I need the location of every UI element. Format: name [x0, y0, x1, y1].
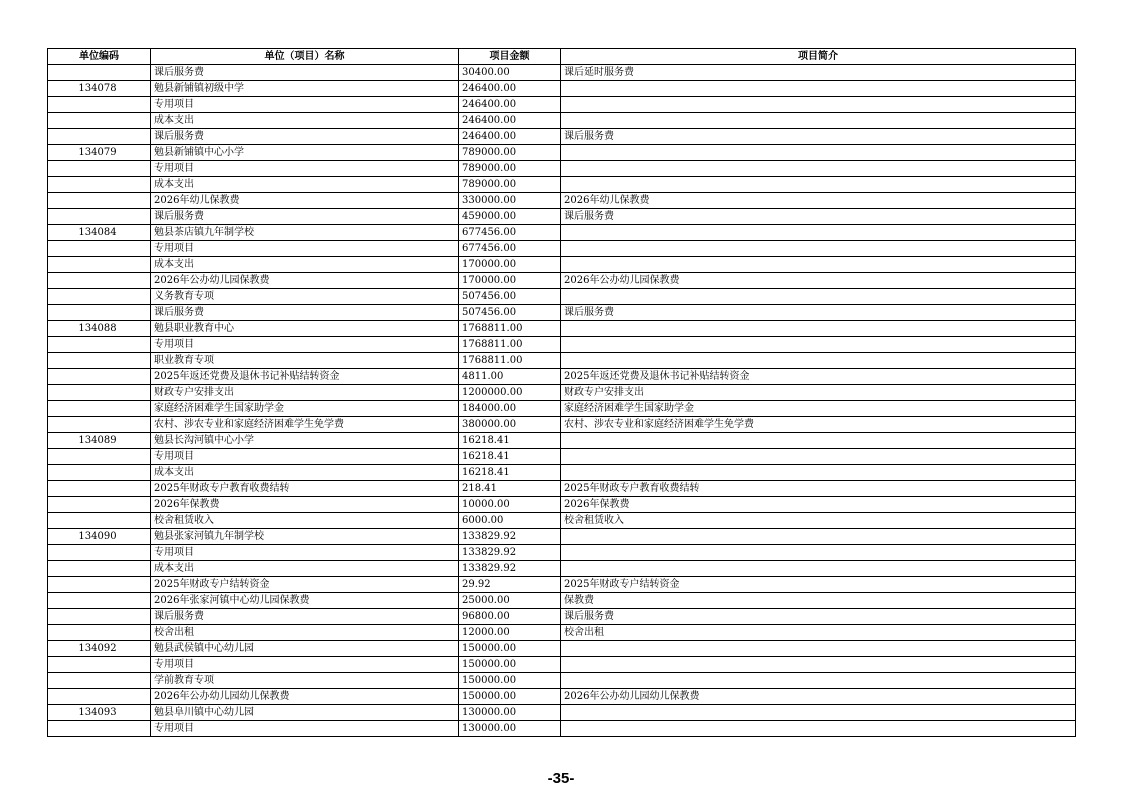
description-cell — [561, 657, 1076, 673]
unit-name-cell: 2025年返还党费及退休书记补贴结转资金 — [151, 369, 459, 385]
description-cell: 课后服务费 — [561, 609, 1076, 625]
table-row — [48, 449, 1076, 465]
table-row — [48, 609, 1076, 625]
unit-code-cell — [48, 305, 151, 321]
description-cell: 课后服务费 — [561, 305, 1076, 321]
description-cell: 课后服务费 — [561, 209, 1076, 225]
table-row — [48, 385, 1076, 401]
unit-name-cell: 学前教育专项 — [151, 673, 459, 689]
description-cell — [561, 673, 1076, 689]
unit-code-cell — [48, 129, 151, 145]
amount-cell: 246400.00 — [459, 81, 561, 97]
description-cell — [561, 641, 1076, 657]
unit-code-cell — [48, 497, 151, 513]
amount-cell: 133829.92 — [459, 545, 561, 561]
table-row — [48, 545, 1076, 561]
table-row — [48, 97, 1076, 113]
amount-cell: 380000.00 — [459, 417, 561, 433]
description-cell: 保教费 — [561, 593, 1076, 609]
description-cell — [561, 561, 1076, 577]
description-cell: 2025年财政专户结转资金 — [561, 577, 1076, 593]
table-row — [48, 241, 1076, 257]
unit-name-cell: 职业教育专项 — [151, 353, 459, 369]
description-cell: 2025年返还党费及退休书记补贴结转资金 — [561, 369, 1076, 385]
amount-cell: 789000.00 — [459, 177, 561, 193]
table-row — [48, 81, 1076, 97]
unit-code-cell: 134092 — [48, 641, 151, 657]
table-row — [48, 145, 1076, 161]
table-row — [48, 417, 1076, 433]
unit-name-cell: 财政专户安排支出 — [151, 385, 459, 401]
description-cell — [561, 97, 1076, 113]
description-cell — [561, 81, 1076, 97]
amount-cell: 30400.00 — [459, 65, 561, 81]
unit-code-cell — [48, 401, 151, 417]
header-description: 项目简介 — [561, 49, 1076, 65]
amount-cell: 507456.00 — [459, 305, 561, 321]
unit-code-cell — [48, 353, 151, 369]
amount-cell: 96800.00 — [459, 609, 561, 625]
unit-code-cell — [48, 561, 151, 577]
table-row — [48, 625, 1076, 641]
unit-code-cell — [48, 193, 151, 209]
unit-code-cell — [48, 449, 151, 465]
table-row — [48, 129, 1076, 145]
unit-code-cell — [48, 337, 151, 353]
amount-cell: 246400.00 — [459, 113, 561, 129]
unit-code-cell — [48, 209, 151, 225]
unit-name-cell: 农村、涉农专业和家庭经济困难学生免学费 — [151, 417, 459, 433]
unit-name-cell: 勉县张家河镇九年制学校 — [151, 529, 459, 545]
amount-cell: 130000.00 — [459, 721, 561, 737]
unit-name-cell: 2025年财政专户结转资金 — [151, 577, 459, 593]
unit-name-cell: 课后服务费 — [151, 65, 459, 81]
unit-name-cell: 2026年公办幼儿园保教费 — [151, 273, 459, 289]
unit-name-cell: 勉县新铺镇初级中学 — [151, 81, 459, 97]
unit-name-cell: 勉县长沟河镇中心小学 — [151, 433, 459, 449]
table-row — [48, 513, 1076, 529]
unit-name-cell: 勉县新铺镇中心小学 — [151, 145, 459, 161]
amount-cell: 184000.00 — [459, 401, 561, 417]
unit-code-cell — [48, 417, 151, 433]
amount-cell: 130000.00 — [459, 705, 561, 721]
amount-cell: 10000.00 — [459, 497, 561, 513]
table-row — [48, 641, 1076, 657]
unit-code-cell: 134088 — [48, 321, 151, 337]
unit-name-cell: 勉县武侯镇中心幼儿园 — [151, 641, 459, 657]
amount-cell: 16218.41 — [459, 465, 561, 481]
description-cell: 2026年公办幼儿园保教费 — [561, 273, 1076, 289]
amount-cell: 29.92 — [459, 577, 561, 593]
amount-cell: 150000.00 — [459, 657, 561, 673]
amount-cell: 507456.00 — [459, 289, 561, 305]
description-cell: 2026年幼儿保教费 — [561, 193, 1076, 209]
table-row — [48, 561, 1076, 577]
description-cell: 课后延时服务费 — [561, 65, 1076, 81]
unit-code-cell — [48, 545, 151, 561]
unit-code-cell — [48, 289, 151, 305]
amount-cell: 150000.00 — [459, 641, 561, 657]
header-amount: 项目金额 — [459, 49, 561, 65]
unit-code-cell — [48, 481, 151, 497]
header-unit-name: 单位（项目）名称 — [151, 49, 459, 65]
amount-cell: 1768811.00 — [459, 321, 561, 337]
unit-name-cell: 义务教育专项 — [151, 289, 459, 305]
table-row — [48, 65, 1076, 81]
unit-name-cell: 专用项目 — [151, 337, 459, 353]
table-row — [48, 705, 1076, 721]
description-cell: 2026年公办幼儿园幼儿保教费 — [561, 689, 1076, 705]
amount-cell: 150000.00 — [459, 689, 561, 705]
table-row — [48, 273, 1076, 289]
description-cell — [561, 289, 1076, 305]
description-cell — [561, 225, 1076, 241]
unit-code-cell — [48, 689, 151, 705]
unit-name-cell: 2025年财政专户教育收费结转 — [151, 481, 459, 497]
unit-code-cell — [48, 177, 151, 193]
unit-code-cell: 134093 — [48, 705, 151, 721]
unit-code-cell: 134090 — [48, 529, 151, 545]
description-cell — [561, 113, 1076, 129]
unit-code-cell: 134084 — [48, 225, 151, 241]
description-cell — [561, 177, 1076, 193]
budget-table — [47, 48, 1076, 737]
unit-name-cell: 专用项目 — [151, 449, 459, 465]
unit-code-cell — [48, 609, 151, 625]
amount-cell: 246400.00 — [459, 97, 561, 113]
description-cell — [561, 545, 1076, 561]
unit-name-cell: 专用项目 — [151, 657, 459, 673]
unit-name-cell: 校舍出租 — [151, 625, 459, 641]
description-cell — [561, 529, 1076, 545]
description-cell: 校舍租赁收入 — [561, 513, 1076, 529]
table-row — [48, 161, 1076, 177]
description-cell — [561, 321, 1076, 337]
amount-cell: 789000.00 — [459, 145, 561, 161]
unit-name-cell: 课后服务费 — [151, 305, 459, 321]
unit-code-cell — [48, 241, 151, 257]
description-cell — [561, 721, 1076, 737]
unit-name-cell: 2026年张家河镇中心幼儿园保教费 — [151, 593, 459, 609]
amount-cell: 1768811.00 — [459, 337, 561, 353]
unit-code-cell — [48, 161, 151, 177]
description-cell: 2026年保教费 — [561, 497, 1076, 513]
unit-name-cell: 专用项目 — [151, 97, 459, 113]
table-row — [48, 721, 1076, 737]
unit-code-cell — [48, 625, 151, 641]
unit-name-cell: 成本支出 — [151, 465, 459, 481]
description-cell — [561, 145, 1076, 161]
unit-code-cell — [48, 97, 151, 113]
amount-cell: 459000.00 — [459, 209, 561, 225]
unit-name-cell: 勉县茶店镇九年制学校 — [151, 225, 459, 241]
unit-name-cell: 成本支出 — [151, 113, 459, 129]
unit-name-cell: 专用项目 — [151, 545, 459, 561]
unit-code-cell: 134089 — [48, 433, 151, 449]
amount-cell: 150000.00 — [459, 673, 561, 689]
unit-name-cell: 专用项目 — [151, 721, 459, 737]
unit-name-cell: 勉县阜川镇中心幼儿园 — [151, 705, 459, 721]
amount-cell: 16218.41 — [459, 433, 561, 449]
unit-name-cell: 专用项目 — [151, 161, 459, 177]
table-row — [48, 305, 1076, 321]
table-row — [48, 465, 1076, 481]
unit-code-cell — [48, 273, 151, 289]
amount-cell: 25000.00 — [459, 593, 561, 609]
description-cell: 财政专户安排支出 — [561, 385, 1076, 401]
page-number: -35- — [547, 770, 575, 787]
table-row — [48, 497, 1076, 513]
table-row — [48, 321, 1076, 337]
table-row — [48, 337, 1076, 353]
table-row — [48, 529, 1076, 545]
amount-cell: 170000.00 — [459, 257, 561, 273]
table-row — [48, 289, 1076, 305]
table-row — [48, 257, 1076, 273]
unit-code-cell — [48, 113, 151, 129]
unit-name-cell: 成本支出 — [151, 177, 459, 193]
header-row — [48, 49, 1076, 65]
unit-name-cell: 家庭经济困难学生国家助学金 — [151, 401, 459, 417]
unit-code-cell — [48, 593, 151, 609]
table-row — [48, 433, 1076, 449]
amount-cell: 6000.00 — [459, 513, 561, 529]
description-cell: 校舍出租 — [561, 625, 1076, 641]
table-row — [48, 657, 1076, 673]
unit-code-cell — [48, 673, 151, 689]
amount-cell: 4811.00 — [459, 369, 561, 385]
description-cell: 农村、涉农专业和家庭经济困难学生免学费 — [561, 417, 1076, 433]
table-row — [48, 225, 1076, 241]
amount-cell: 133829.92 — [459, 561, 561, 577]
amount-cell: 789000.00 — [459, 161, 561, 177]
description-cell: 课后服务费 — [561, 129, 1076, 145]
amount-cell: 170000.00 — [459, 273, 561, 289]
table-row — [48, 689, 1076, 705]
unit-code-cell — [48, 369, 151, 385]
unit-name-cell: 成本支出 — [151, 257, 459, 273]
amount-cell: 677456.00 — [459, 225, 561, 241]
unit-name-cell: 校舍租赁收入 — [151, 513, 459, 529]
unit-code-cell: 134079 — [48, 145, 151, 161]
table-row — [48, 193, 1076, 209]
unit-code-cell — [48, 577, 151, 593]
amount-cell: 1200000.00 — [459, 385, 561, 401]
amount-cell: 12000.00 — [459, 625, 561, 641]
description-cell — [561, 465, 1076, 481]
amount-cell: 1768811.00 — [459, 353, 561, 369]
unit-name-cell: 2026年公办幼儿园幼儿保教费 — [151, 689, 459, 705]
description-cell — [561, 433, 1076, 449]
description-cell — [561, 705, 1076, 721]
unit-name-cell: 2026年保教费 — [151, 497, 459, 513]
description-cell: 家庭经济困难学生国家助学金 — [561, 401, 1076, 417]
table-row — [48, 401, 1076, 417]
unit-code-cell: 134078 — [48, 81, 151, 97]
unit-code-cell — [48, 513, 151, 529]
description-cell — [561, 337, 1076, 353]
amount-cell: 246400.00 — [459, 129, 561, 145]
description-cell — [561, 161, 1076, 177]
table-row — [48, 209, 1076, 225]
table-row — [48, 577, 1076, 593]
table-row — [48, 673, 1076, 689]
unit-name-cell: 课后服务费 — [151, 209, 459, 225]
description-cell — [561, 353, 1076, 369]
table-row — [48, 481, 1076, 497]
unit-name-cell: 2026年幼儿保教费 — [151, 193, 459, 209]
description-cell — [561, 241, 1076, 257]
table-row — [48, 353, 1076, 369]
unit-name-cell: 专用项目 — [151, 241, 459, 257]
description-cell — [561, 449, 1076, 465]
unit-code-cell — [48, 65, 151, 81]
unit-code-cell — [48, 257, 151, 273]
unit-name-cell: 课后服务费 — [151, 609, 459, 625]
unit-code-cell — [48, 385, 151, 401]
table-body — [48, 65, 1076, 737]
description-cell: 2025年财政专户教育收费结转 — [561, 481, 1076, 497]
table-row — [48, 593, 1076, 609]
table-row — [48, 369, 1076, 385]
unit-name-cell: 课后服务费 — [151, 129, 459, 145]
amount-cell: 330000.00 — [459, 193, 561, 209]
unit-name-cell: 勉县职业教育中心 — [151, 321, 459, 337]
unit-code-cell — [48, 465, 151, 481]
unit-code-cell — [48, 657, 151, 673]
amount-cell: 677456.00 — [459, 241, 561, 257]
amount-cell: 16218.41 — [459, 449, 561, 465]
amount-cell: 133829.92 — [459, 529, 561, 545]
unit-name-cell: 成本支出 — [151, 561, 459, 577]
table-row — [48, 177, 1076, 193]
description-cell — [561, 257, 1076, 273]
unit-code-cell — [48, 721, 151, 737]
header-unit-code: 单位编码 — [48, 49, 151, 65]
amount-cell: 218.41 — [459, 481, 561, 497]
table-row — [48, 113, 1076, 129]
